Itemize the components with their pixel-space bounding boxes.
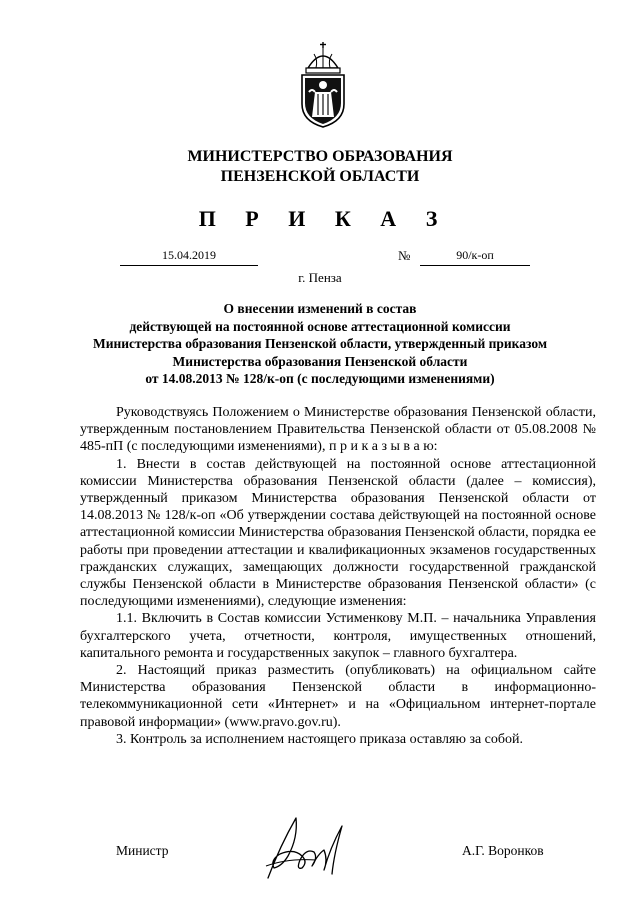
order-heading — [60, 300, 580, 388]
heading-line4: Министерства образования Пензенской области — [172, 353, 468, 369]
city: г. Пенза — [298, 270, 342, 285]
signatory-position: Министр — [116, 843, 169, 858]
date-underline — [120, 265, 258, 266]
signatory-name: А.Г. Воронков — [462, 843, 544, 858]
number-sign: № — [398, 248, 411, 263]
number-underline — [420, 265, 530, 266]
paragraph-preamble: Руководствуясь Положением о Министерстве образования Пензенской области, утвержденным постановлением Правительства Пензенской области от 05.08.2008 № 485-пП (с последующими изменениями), п р и к а з ы в а ю: — [80, 405, 596, 455]
paragraph-item-2: 2. Настоящий приказ разместить (опубликовать) на официальном сайте Министерства образования Пензенской области в информационно-телекоммуникационной сети «Интернет» и на «Официальном интернет-портале правовой информации» (www.pravo.gov.ru). — [80, 663, 596, 730]
order-number: 90/к-оп — [456, 248, 494, 262]
heading-line5: от 14.08.2013 № 128/к-оп (с последующими изменениями) — [145, 371, 495, 386]
ministry-name — [0, 147, 640, 187]
heading-line2: действующей на постоянной основе аттестационной комиссии — [129, 318, 511, 334]
paragraph-item-1-1: 1.1. Включить в Состав комиссии Устименкову М.П. – начальника Управления бухгалтерского учета, отчетности, контроля, имущественных отношений, капитального ремонта и государственных закупок – главного бухгалтера. — [80, 611, 596, 661]
paragraph-item-3: 3. Контроль за исполнением настоящего приказа оставляю за собой. — [116, 731, 524, 747]
order-body — [80, 404, 596, 748]
paragraph-item-1: 1. Внести в состав действующей на постоянной основе аттестационной комиссии Министерства образования Пензенской области (далее – комиссия), утвержденный приказом Министерства образования Пензенской области от 14.08.2013 № 128/к-оп «Об утверждении состава действующей на постоянной основе аттестационной комиссии Министерства образования Пензенской области, порядка ее работы при проведении аттестации и квалификационных экзаменов государственных гражданских служащих, замещающих должности государственной гражданской службы Пензенской области в Министерстве образования Пензенской области» (с последующими изменениями), следующие изменения: — [80, 456, 596, 610]
signature-icon — [258, 808, 354, 888]
ministry-name-line1: МИНИСТЕРСТВО ОБРАЗОВАНИЯ — [187, 148, 453, 165]
coat-of-arms-icon — [296, 42, 350, 128]
heading-line3: Министерства образования Пензенской области, утвержденный приказом — [92, 336, 548, 351]
order-date: 15.04.2019 — [162, 248, 216, 262]
ministry-name-line2: ПЕНЗЕНСКОЙ ОБЛАСТИ — [220, 168, 420, 185]
heading-line1: О внесении изменений в состав — [223, 301, 417, 316]
document-type-title: П Р И К А З — [198, 206, 450, 231]
